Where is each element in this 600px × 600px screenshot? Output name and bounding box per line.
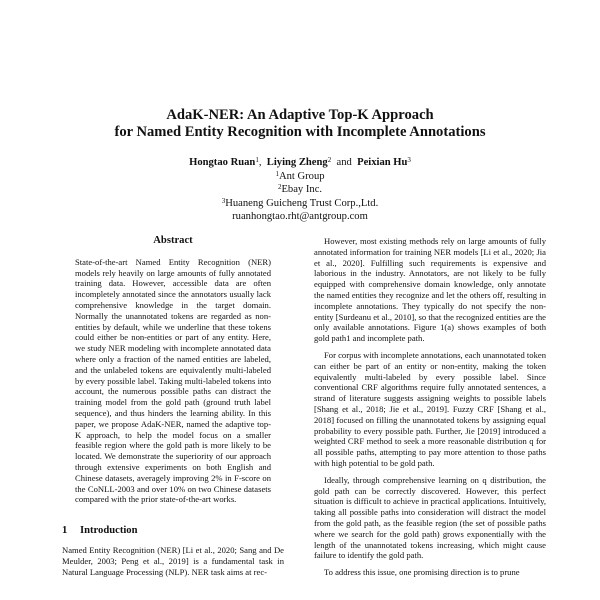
left-column [62,236,284,577]
body-paragraph: However, most existing methods rely on large amounts of fully annotated information for training NER models [Li et al., 2020; Jia et al., 2020]. Fulfilling such requirements is expensive and laborious in the industry. Annotators, are not likely to be fully equipped with comprehensive domain knowledge, only annotate the named entities they recognize and let the others off, resulting in incomplete annotations. They typically do not specify the non-entity [Surdeanu et al., 2010], so that the recognized entities are the only available annotations. Figure 1(a) shows examples of both gold path1 and incomplete path. [314,236,546,344]
abstract-text: State-of-the-art Named Entity Recognition (NER) models rely heavily on large amounts of fully annotated training data. However, accessible data are often incompletely annotated since the annotators usually lack comprehensive knowledge in the target domain. Normally the unannotated tokens are regarded as non-entities by default, while we underline that these tokens could either be non-entities or part of any entity. Here, we study NER modeling with incomplete annotated data where only a fraction of the named entities are labeled, and the unlabeled tokens are equivalently multi-labeled by every possible label. Taking multi-labeled tokens into account, the numerous possible paths can distract the training model from the gold path (ground truth label sequence), and thus hinders the learning ability. In this paper, we propose AdaK-NER, named the adaptive top-K approach, to help the model focus on a smaller feasible region where the gold path is more likely to be located. We demonstrate the superiority of our approach through extensive experiments on both English and Chinese datasets, averagely improving 2% in F-score on the CoNLL-2003 and over 10% on two Chinese datasets compared with the prior state-of-the-art works. [75,256,271,505]
author-separator: and [336,157,352,168]
section-title: Introduction [80,525,138,537]
author-separator: , [258,157,262,168]
body-paragraph: To address this issue, one promising direction is to prune [324,567,520,578]
paper-title [0,107,600,141]
author-block [0,156,600,224]
author-email[interactable]: ruanhongtao.rht@antgroup.com [232,211,368,223]
author-mark: 2 [327,156,332,164]
section-number: 1 [62,525,68,537]
author-name: Peixian Hu [357,157,408,168]
title-line-2: for Named Entity Recognition with Incomplete Annotations [114,124,486,140]
body-paragraph: For corpus with incomplete annotations, each unannotated token can either be part of an entity or non-entity, making the token equivalently multi-labeled by every possible label. Since conventional CRF algorithms require fully annotated sentences, a strand of literature suggests assigning weights to possible labels [Shang et al., 2018; Jie et al., 2019]. Fuzzy CRF [Shang et al., 2018] focused on filling the unannotated tokens by assigning equal probability to every possible path. Further, Jie [2019] introduced a weighted CRF method to seek a more reasonable distribution q for all possible paths, attempting to pay more attention to those paths with high potential to be gold path. [314,349,546,468]
affiliation [0,197,600,211]
author-name: Liying Zheng [266,157,328,168]
affiliation [0,170,600,184]
body-paragraph: Ideally, through comprehensive learning on q distribution, the gold path can be correctly discovered. However, this perfect situation is difficult to achieve in practical applications. Intuitively, taking all possible paths into consideration will distract the model from the gold path, as the feasible region (the set of possible paths where we search for the gold path) grows exponentially with the length of the unannotated tokens increasing, which might cause failure to identify the gold path. [314,474,546,561]
author-name: Hongtao Ruan [189,157,256,168]
abstract-heading: Abstract [153,235,193,246]
affiliation-mark: 3 [221,196,226,205]
affiliation [0,183,600,197]
affiliation-text: Ant Group [278,170,325,182]
title-line-1: AdaK-NER: An Adaptive Top-K Approach [166,107,434,123]
affiliation-mark: 1 [275,169,279,178]
intro-paragraph: Named Entity Recognition (NER) [Li et al., 2020; Sang and De Meulder, 2003; Peng et al., 2019] is a fundamental task in Natural Language Processing (NLP). NER task aims at rec- [62,544,284,577]
author-mark: 3 [407,156,411,164]
affiliation-text: Huaneng Guicheng Trust Corp.,Ltd. [225,197,379,209]
section-heading-introduction [62,526,284,537]
right-column [314,236,546,578]
affiliation-text: Ebay Inc. [281,184,323,196]
author-mark: 1 [255,156,259,164]
author-names [0,156,600,170]
affiliation-mark: 2 [277,183,282,192]
